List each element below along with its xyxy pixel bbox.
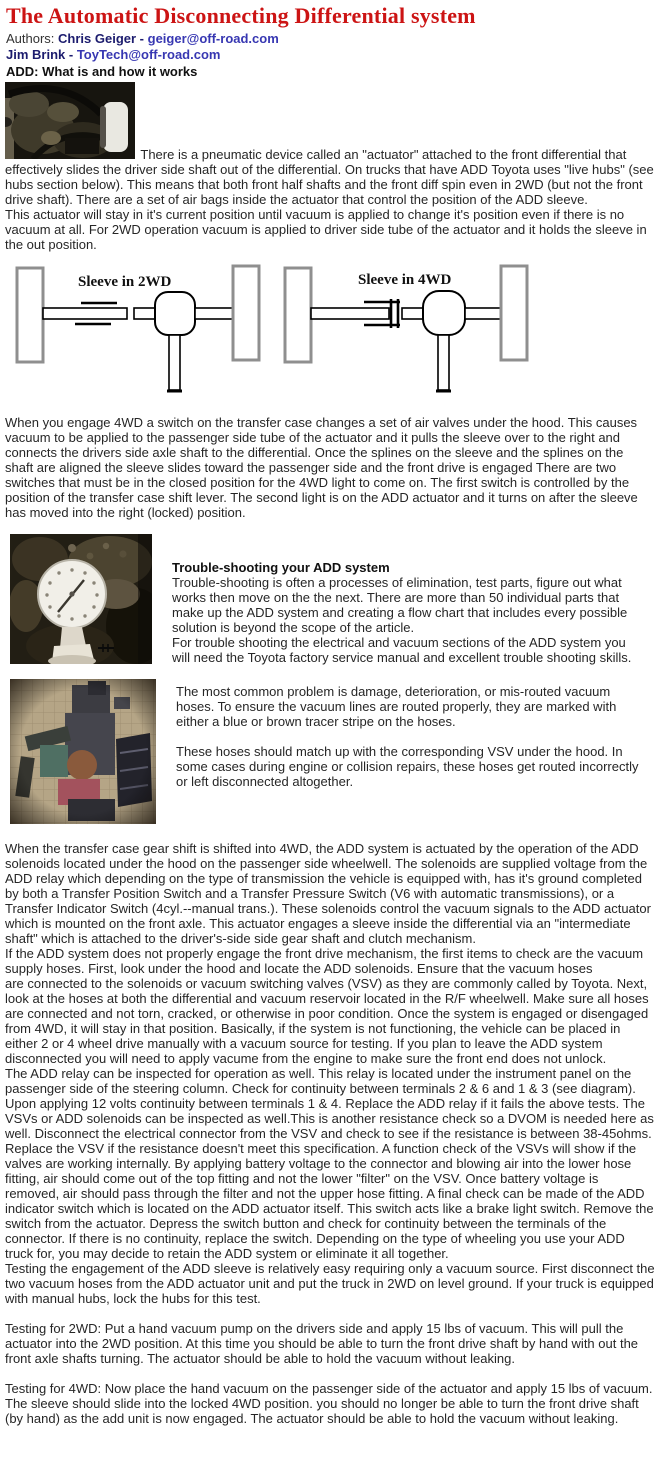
- troubleshooting-paragraph-2: For trouble shooting the electrical and vacuum sections of the ADD system you will need the Toyota factory service manual and excellent trouble shooting skills.: [172, 635, 632, 665]
- byline-1: [6, 31, 660, 47]
- authors-label: Authors:: [6, 31, 55, 46]
- body-paragraph-2a: If the ADD system does not properly engage the front drive mechanism, the first items to check are the vacuum supply hoses. First, look under the hood and locate the ADD solenoids. Ensure that the vacuum hoses: [5, 946, 644, 976]
- body-paragraph-4: Testing the engagement of the ADD sleeve is relatively easy requiring only a vacuum source. First disconnect the two vacuum hoses from the ADD actuator unit and put the truck in 2WD on level ground. If your truck is equipped with manual hubs, lock the hubs for this test.: [5, 1261, 655, 1306]
- author-email-link-2[interactable]: ToyTech@off-road.com: [76, 47, 221, 62]
- intro-paragraph: [5, 82, 655, 207]
- svg-text:Sleeve in 2WD: Sleeve in 2WD: [78, 274, 172, 290]
- hoses-section: [10, 679, 660, 824]
- troubleshooting-text: [172, 534, 646, 665]
- troubleshooting-heading: Trouble-shooting your ADD system: [172, 560, 390, 575]
- add-actuator-unit-photo: [10, 679, 156, 824]
- page-title: The Automatic Disconnecting Differential system: [6, 3, 476, 28]
- body-paragraph-testing-4wd: Testing for 4WD: Now place the hand vacuum on the passenger side of the actuator and apply 15 lbs of vacuum. The sleeve should slide into the locked 4WD position. you should no longer be able to turn the front drive shaft (by hand) as the add unit is now engaged. The actuator should be able to hold the vacuum without leaking.: [5, 1381, 653, 1426]
- author-email-link-1[interactable]: geiger@off-road.com: [147, 31, 279, 46]
- intro-paragraph-2: This actuator will stay in it's current position until vacuum is applied to change it's position even if there is no vacuum at all. For 2WD operation vacuum is applied to driver side tube of the actuator and it holds the sleeve in the out position.: [5, 207, 647, 252]
- diagram-2wd: [17, 266, 259, 391]
- body-paragraph-2b: are connected to the solenoids or vacuum switching valves (VSV) as they are commonly called by Toyota. Next, look at the hoses at both the differential and vacuum reservoir located in the R/F wheelwell. Make sure all hoses are connected and not torn, cracked, or otherwise in poor condition. Once the system is engaged or disengaged from 4WD, it will stay in that position. Basically, if the system is not functioning, the vehicle can be placed in either 2 or 4 wheel drive manually with a vacuum source for testing. If you plan to leave the ADD system disconnected you will need to apply vacume from the engine to make sure the front end does not unlock.: [5, 976, 649, 1066]
- main-body: [5, 841, 655, 1426]
- troubleshooting-paragraph-1: Trouble-shooting is often a processes of elimination, test parts, figure out what works then move on the the next. There are more than 50 individual parts that make up the ADD system and creating a flow chart that includes every possible solution is beyond the scope of the article.: [172, 575, 628, 635]
- svg-text:Sleeve in 4WD: Sleeve in 4WD: [358, 272, 452, 288]
- body-paragraph-3: The ADD relay can be inspected for operation as well. This relay is located under the instrument panel on the passenger side of the steering column. Check for continuity between terminals 2 & 6 and 1 & 3 (see diagram). Upon applying 12 volts continuity between terminals 1 & 4. Replace the ADD relay if it fails the above tests. The VSVs or ADD solenoids can be inspected as well.This is another resistance check so a DVOM is needed here as well. Disconnect the electrical connector from the VSV and check to see if the resistance is between 38-45ohms. Replace the VSV if the resistance doesn't meet this specification. A function check of the VSVs will show if the valves are working internally. By applying battery voltage to the connector and blowing air into the lower hose fitting, air should come out of the top fitting and not the lower "filter" on the VSV. Once battery voltage is removed, air should pass through the filter and not the upper hose fitting. A final check can be made of the ADD indicator switch which is located on the ADD actuator itself. This switch acts like a brake light switch. Remove the switch from the actuator. Depress the switch button and check for continuity between the terminals of the connector. If there is no continuity, replace the switch. Depending on the type of wheeling you use your ADD truck for, you may decide to retain the ADD system or eliminate it all together.: [5, 1066, 654, 1261]
- engage-4wd-paragraph: When you engage 4WD a switch on the transfer case changes a set of air valves under the hood. This causes vacuum to be applied to the passenger side tube of the actuator and it pulls the sleeve over to the right and connects the drivers side axle shaft to the differential. Once the splines on the sleeve and the splines on the shaft are aligned the sleeve slides toward the passenger side and the front drive is engaged There are two switches that must be in the closed position for the 4WD light to come on. The first switch is controlled by the position of the transfer case shift lever. The second light is on the ADD actuator and it turns on after the sleeve has moved into the right (locked) position.: [5, 415, 638, 520]
- vacuum-gauge-photo: [10, 534, 152, 664]
- bottom-spacer: [0, 1426, 660, 1444]
- body-paragraph-1: When the transfer case gear shift is shifted into 4WD, the ADD system is actuated by the operation of the ADD solenoids located under the hood on the passenger side wheelwell. The solenoids are supplied voltage from the ADD relay which depending on the type of transmission the vehicle is equipped with, has it's ground completed by both a Transfer Position Switch and a Transfer Pressure Switch (V6 with automatic transmissions), or a Transfer Indicator Switch (4cyl.--manual trans.). These solenoids control the vacuum signals to the ADD actuator which is mounted on the front axle. This actuator engages a sleeve inside the differential via an "intermediate shaft" which is attached to the driver's-side side gear shaft and clutch mechanism.: [5, 841, 651, 946]
- author-name-1: Chris Geiger -: [58, 31, 145, 46]
- hoses-text: [176, 679, 650, 789]
- hoses-paragraph-1: The most common problem is damage, deterioration, or mis-routed vacuum hoses. To ensure the vacuum lines are routed properly, they are marked with either a blue or brown tracer stripe on the hoses.: [176, 684, 617, 729]
- troubleshooting-section: [10, 534, 660, 665]
- sleeve-diagram: [8, 262, 660, 407]
- hoses-paragraph-2: These hoses should match up with the corresponding VSV under the hood. In some cases during engine or collision repairs, these hoses get routed incorrectly or left disconnected altogether.: [176, 744, 639, 789]
- section-heading-add: ADD: What is and how it works: [6, 64, 198, 79]
- intro-text-1: There is a pneumatic device called an "actuator" attached to the front differential that effectively slides the driver side shaft out of the differential. On trucks that have ADD Toyota uses "live hubs" (see hubs section below). This means that both front half shafts and the front diff spin even in 2WD (but not the front drive shaft). There are a set of air bags inside the actuator that control the position of the ADD sleeve.: [5, 147, 654, 207]
- author-name-2: Jim Brink -: [6, 47, 74, 62]
- front-differential-actuator-photo: [5, 82, 135, 159]
- byline-2: [6, 47, 660, 63]
- body-paragraph-testing-2wd: Testing for 2WD: Put a hand vacuum pump on the drivers side and apply 15 lbs of vacuum. This will pull the actuator into the 2WD position. At this time you should be able to turn the front drive shaft by hand with out the front axle shafts turning. The actuator should be able to hold the vacuum without leaking.: [5, 1321, 639, 1366]
- diagram-4wd: [285, 266, 527, 391]
